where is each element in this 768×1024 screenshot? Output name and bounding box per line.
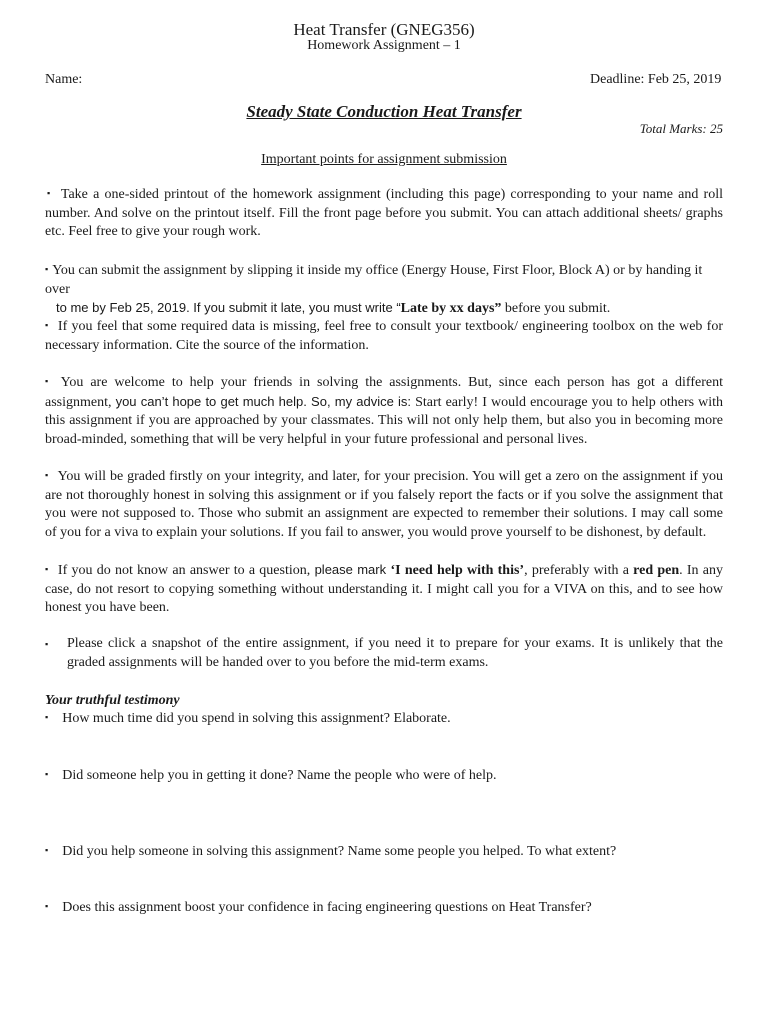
question-text: Did you help someone in solving this assignment? Name some people you helped. To what extent?: [62, 844, 617, 859]
point-text-a: If you do not know an answer to a question,: [57, 563, 311, 578]
bullet-icon: ▪: [45, 470, 49, 480]
testimony-heading: Your truthful testimony: [45, 693, 180, 708]
bullet-icon: ▪: [45, 712, 49, 722]
bullet-icon: ▪: [45, 264, 49, 274]
bullet-icon: ▪: [45, 376, 52, 386]
point-text-b: , preferably with a: [524, 563, 634, 578]
help-marker-text: I need help with this’: [395, 563, 525, 578]
point-text-line-1: You can submit the assignment by slipping it inside my office (Energy House, First Floor, Block A) or by handing it over: [45, 263, 703, 297]
testimony-question-4: [45, 900, 723, 916]
point-text-c: . In any case, do not resort to copying something without understanding it. I might call you for a VIVA on this, and to see how honest you have been.: [45, 563, 723, 616]
name-label: Name:: [45, 72, 83, 87]
point-text-c: Start early! I would encourage you to help others with this assignment if you are approached by your classmates. This will not only help them, but also you in becoming more broad-minded, something that will be very helpful in your future professional and personal lives.: [45, 394, 724, 448]
deadline-text: Deadline: Feb 25, 2019: [590, 72, 722, 87]
point-text-a: You are welcome to help your friends in solving the assignments. But, since each person has got a different assignment,: [45, 375, 723, 410]
question-text: Did someone help you in getting it done? Name the people who were of help.: [62, 768, 497, 783]
red-pen-text: red pen: [633, 563, 680, 578]
testimony-question-1: [45, 711, 723, 727]
point-text: If you feel that some required data is missing, feel free to consult your textbook/ engineering toolbox on the web for necessary information. Cite the source of the information.: [45, 319, 723, 353]
submission-point-5: [45, 466, 723, 543]
bullet-icon: ▪: [45, 639, 49, 649]
submission-point-2: [45, 260, 723, 319]
late-marker-text: Late by xx days”: [400, 301, 502, 317]
bullet-icon: ▪: [45, 769, 49, 779]
bullet-icon: ▪: [45, 320, 49, 330]
testimony-question-2: [45, 768, 723, 784]
point-text-b: you can’t hope to get much help. So, my advice is:: [115, 393, 411, 409]
bullet-icon: ▪: [45, 564, 49, 574]
point-text: Please click a snapshot of the entire assignment, if you need it to prepare for your exams. It is unlikely that the graded assignments will be handed over to you before the mid-term exams.: [67, 636, 723, 670]
submission-point-7: [45, 635, 723, 672]
submission-point-1: [45, 184, 723, 242]
submission-point-6: [45, 560, 723, 618]
open-quote: ‘: [390, 563, 396, 578]
point-text: Take a one-sided printout of the homework assignment (including this page) corresponding to your name and roll number. And solve on the printout itself. Fill the front page before you submit. You can attach additional sheets/ graphs etc. Feel free to give your rough work.: [45, 187, 723, 240]
question-text: Does this assignment boost your confidence in facing engineering questions on Heat Transfer?: [62, 900, 592, 915]
bullet-icon: ▪: [45, 901, 49, 911]
submission-point-3: [45, 316, 723, 355]
bullet-icon: ▪: [47, 188, 52, 198]
total-marks: Total Marks: 25: [639, 121, 723, 136]
assignment-subtitle: Homework Assignment – 1: [307, 38, 461, 53]
point-text-sans: please mark: [310, 562, 391, 577]
point-text: You will be graded firstly on your integrity, and later, for your precision. You will get a zero on the assignment if you are not thoroughly honest in solving this assignment or if you falsely report the facts or if you solve the assignment that you were not supposed to. Those who submit an assignment are expected to remember their solutions. I may call some of you for a viva to explain your solutions. If you fail to answer, you would prove yourself to be dishonest, by default.: [45, 469, 723, 541]
point-text-line-2-end: before you submit.: [501, 301, 611, 317]
bullet-icon: ▪: [45, 845, 49, 855]
points-heading: Important points for assignment submission: [261, 152, 507, 167]
testimony-question-3: [45, 844, 723, 860]
question-text: How much time did you spend in solving this assignment? Elaborate.: [62, 711, 451, 726]
course-title: Heat Transfer (GNEG356): [293, 20, 475, 39]
submission-point-4: [45, 372, 723, 450]
point-text-line-2: to me by Feb 25, 2019. If you submit it late, you must write “: [56, 300, 401, 316]
assignment-heading: Steady State Conduction Heat Transfer: [246, 102, 522, 121]
